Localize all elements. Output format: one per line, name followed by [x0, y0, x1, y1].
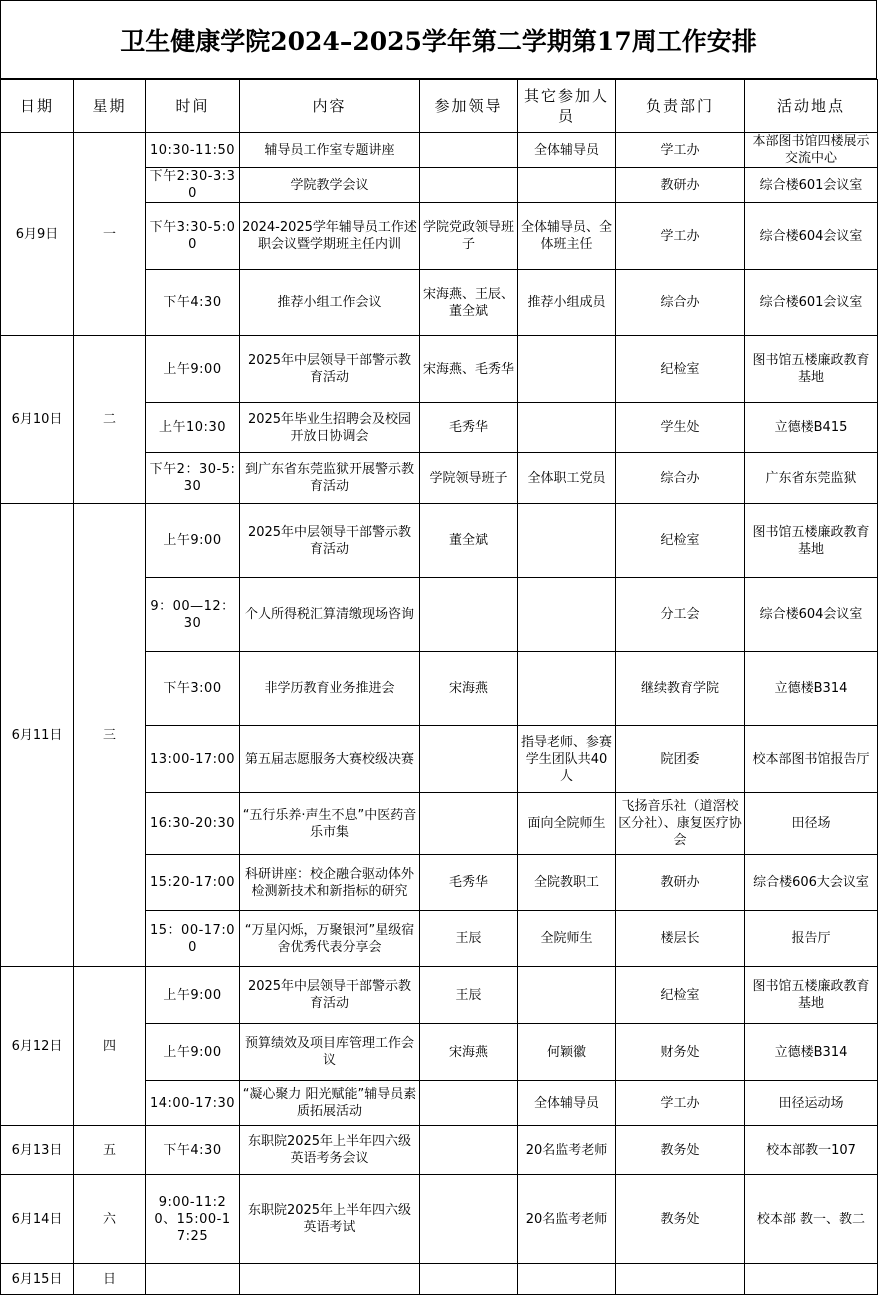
leaders-cell: 学院领导班子: [420, 453, 518, 504]
leaders-cell: 宋海燕、王辰、董全斌: [420, 270, 518, 336]
time-cell: 上午10:30: [146, 403, 240, 453]
schedule-table: [0, 79, 878, 1295]
others-cell: [518, 504, 616, 578]
location-cell: 报告厅: [745, 911, 878, 967]
time-cell: 15：00-17:00: [146, 911, 240, 967]
others-cell: [518, 652, 616, 726]
location-cell: 田径场: [745, 793, 878, 855]
content-cell: [240, 1264, 420, 1295]
others-cell: 面向全院师生: [518, 793, 616, 855]
header-row: [1, 80, 878, 133]
content-cell: “凝心聚力 阳光赋能”辅导员素质拓展活动: [240, 1081, 420, 1126]
time-cell: 上午9:00: [146, 504, 240, 578]
leaders-cell: [420, 1081, 518, 1126]
content-cell: 科研讲座：校企融合驱动体外检测新技术和新指标的研究: [240, 855, 420, 911]
content-cell: 2025年毕业生招聘会及校园开放日协调会: [240, 403, 420, 453]
department-cell: 院团委: [616, 726, 745, 793]
weekday-cell: 二: [74, 336, 146, 504]
weekday-cell: 五: [74, 1126, 146, 1175]
content-cell: 预算绩效及项目库管理工作会议: [240, 1024, 420, 1081]
others-cell: [518, 578, 616, 652]
date-cell: 6月9日: [1, 133, 74, 336]
department-cell: 教研办: [616, 168, 745, 203]
location-cell: 立德楼B314: [745, 652, 878, 726]
table-row: [1, 504, 878, 578]
location-cell: 本部图书馆四楼展示交流中心: [745, 133, 878, 168]
date-cell: 6月14日: [1, 1175, 74, 1264]
others-cell: 全体辅导员: [518, 133, 616, 168]
time-cell: 上午9:00: [146, 967, 240, 1024]
time-cell: 9:00-11:20、15:00-17:25: [146, 1175, 240, 1264]
content-cell: 到广东省东莞监狱开展警示教育活动: [240, 453, 420, 504]
content-cell: “五行乐养·声生不息”中医药音乐市集: [240, 793, 420, 855]
others-cell: [518, 168, 616, 203]
department-cell: [616, 1264, 745, 1295]
others-cell: [518, 1264, 616, 1295]
others-cell: 全体职工党员: [518, 453, 616, 504]
department-cell: 分工会: [616, 578, 745, 652]
location-cell: 校本部教一107: [745, 1126, 878, 1175]
table-row: [1, 133, 878, 168]
weekday-cell: 日: [74, 1264, 146, 1295]
department-cell: 纪检室: [616, 504, 745, 578]
location-cell: 田径运动场: [745, 1081, 878, 1126]
content-cell: 推荐小组工作会议: [240, 270, 420, 336]
others-cell: 全体辅导员: [518, 1081, 616, 1126]
department-cell: 纪检室: [616, 967, 745, 1024]
department-cell: 纪检室: [616, 336, 745, 403]
weekday-cell: 一: [74, 133, 146, 336]
others-cell: 全院教职工: [518, 855, 616, 911]
others-cell: [518, 967, 616, 1024]
date-cell: 6月12日: [1, 967, 74, 1126]
others-cell: 全体辅导员、全体班主任: [518, 203, 616, 270]
content-cell: 东职院2025年上半年四六级英语考试: [240, 1175, 420, 1264]
location-cell: 综合楼601会议室: [745, 270, 878, 336]
location-cell: 图书馆五楼廉政教育基地: [745, 336, 878, 403]
time-cell: 13:00-17:00: [146, 726, 240, 793]
time-cell: 15:20-17:00: [146, 855, 240, 911]
leaders-cell: [420, 793, 518, 855]
content-cell: 2025年中层领导干部警示教育活动: [240, 967, 420, 1024]
content-cell: 学院教学会议: [240, 168, 420, 203]
others-cell: 指导老师、参赛学生团队共40人: [518, 726, 616, 793]
location-cell: 综合楼604会议室: [745, 578, 878, 652]
table-row: [1, 1126, 878, 1175]
location-cell: [745, 1264, 878, 1295]
location-cell: 校本部图书馆报告厅: [745, 726, 878, 793]
department-cell: 飞扬音乐社（道滘校区分社）、康复医疗协会: [616, 793, 745, 855]
leaders-cell: [420, 133, 518, 168]
others-cell: 20名监考老师: [518, 1175, 616, 1264]
others-cell: [518, 336, 616, 403]
content-cell: 2025年中层领导干部警示教育活动: [240, 336, 420, 403]
location-cell: 综合楼604会议室: [745, 203, 878, 270]
department-cell: 继续教育学院: [616, 652, 745, 726]
leaders-cell: [420, 168, 518, 203]
page-title: 卫生健康学院2024–2025学年第二学期第17周工作安排: [0, 0, 877, 79]
leaders-cell: 宋海燕: [420, 1024, 518, 1081]
location-cell: 综合楼601会议室: [745, 168, 878, 203]
schedule-body: [1, 133, 878, 1295]
time-cell: 下午3:00: [146, 652, 240, 726]
time-cell: 上午9:00: [146, 1024, 240, 1081]
leaders-cell: [420, 1126, 518, 1175]
leaders-cell: 董全斌: [420, 504, 518, 578]
time-cell: 9：00—12：30: [146, 578, 240, 652]
location-cell: 综合楼606大会议室: [745, 855, 878, 911]
others-cell: 20名监考老师: [518, 1126, 616, 1175]
table-row: [1, 1175, 878, 1264]
leaders-cell: 王辰: [420, 911, 518, 967]
time-cell: 下午4:30: [146, 270, 240, 336]
header-department: 负责部门: [616, 80, 745, 133]
table-row: [1, 967, 878, 1024]
location-cell: 图书馆五楼廉政教育基地: [745, 504, 878, 578]
date-cell: 6月15日: [1, 1264, 74, 1295]
content-cell: 2024-2025学年辅导员工作述职会议暨学期班主任内训: [240, 203, 420, 270]
time-cell: 16:30-20:30: [146, 793, 240, 855]
department-cell: 学生处: [616, 403, 745, 453]
leaders-cell: 毛秀华: [420, 855, 518, 911]
leaders-cell: [420, 578, 518, 652]
date-cell: 6月10日: [1, 336, 74, 504]
others-cell: [518, 403, 616, 453]
header-leaders: 参加领导: [420, 80, 518, 133]
location-cell: 立德楼B314: [745, 1024, 878, 1081]
time-cell: 下午4:30: [146, 1126, 240, 1175]
content-cell: 东职院2025年上半年四六级英语考务会议: [240, 1126, 420, 1175]
table-row: [1, 336, 878, 403]
department-cell: 综合办: [616, 453, 745, 504]
leaders-cell: 毛秀华: [420, 403, 518, 453]
time-cell: 14:00-17:30: [146, 1081, 240, 1126]
others-cell: 推荐小组成员: [518, 270, 616, 336]
department-cell: 教务处: [616, 1126, 745, 1175]
department-cell: 教务处: [616, 1175, 745, 1264]
department-cell: 学工办: [616, 203, 745, 270]
time-cell: 下午2:30-3:30: [146, 168, 240, 203]
location-cell: 广东省东莞监狱: [745, 453, 878, 504]
header-time: 时间: [146, 80, 240, 133]
content-cell: 非学历教育业务推进会: [240, 652, 420, 726]
weekday-cell: 六: [74, 1175, 146, 1264]
weekday-cell: 三: [74, 504, 146, 967]
header-weekday: 星期: [74, 80, 146, 133]
leaders-cell: 王辰: [420, 967, 518, 1024]
location-cell: 校本部 教一、教二: [745, 1175, 878, 1264]
leaders-cell: [420, 1264, 518, 1295]
time-cell: [146, 1264, 240, 1295]
department-cell: 楼层长: [616, 911, 745, 967]
header-location: 活动地点: [745, 80, 878, 133]
leaders-cell: 宋海燕: [420, 652, 518, 726]
time-cell: 上午9:00: [146, 336, 240, 403]
location-cell: 立德楼B415: [745, 403, 878, 453]
content-cell: 2025年中层领导干部警示教育活动: [240, 504, 420, 578]
leaders-cell: [420, 1175, 518, 1264]
date-cell: 6月11日: [1, 504, 74, 967]
weekday-cell: 四: [74, 967, 146, 1126]
table-row: [1, 1264, 878, 1295]
location-cell: 图书馆五楼廉政教育基地: [745, 967, 878, 1024]
time-cell: 下午3:30-5:00: [146, 203, 240, 270]
department-cell: 学工办: [616, 1081, 745, 1126]
content-cell: 个人所得税汇算清缴现场咨询: [240, 578, 420, 652]
content-cell: 辅导员工作室专题讲座: [240, 133, 420, 168]
content-cell: 第五届志愿服务大赛校级决赛: [240, 726, 420, 793]
department-cell: 教研办: [616, 855, 745, 911]
others-cell: 何颖徽: [518, 1024, 616, 1081]
time-cell: 下午2：30-5:30: [146, 453, 240, 504]
leaders-cell: 学院党政领导班子: [420, 203, 518, 270]
department-cell: 综合办: [616, 270, 745, 336]
leaders-cell: [420, 726, 518, 793]
content-cell: “万星闪烁，万聚银河”星级宿舍优秀代表分享会: [240, 911, 420, 967]
department-cell: 财务处: [616, 1024, 745, 1081]
date-cell: 6月13日: [1, 1126, 74, 1175]
department-cell: 学工办: [616, 133, 745, 168]
header-date: 日期: [1, 80, 74, 133]
others-cell: 全院师生: [518, 911, 616, 967]
leaders-cell: 宋海燕、毛秀华: [420, 336, 518, 403]
time-cell: 10:30-11:50: [146, 133, 240, 168]
header-content: 内容: [240, 80, 420, 133]
header-others: 其它参加人员: [518, 80, 616, 133]
